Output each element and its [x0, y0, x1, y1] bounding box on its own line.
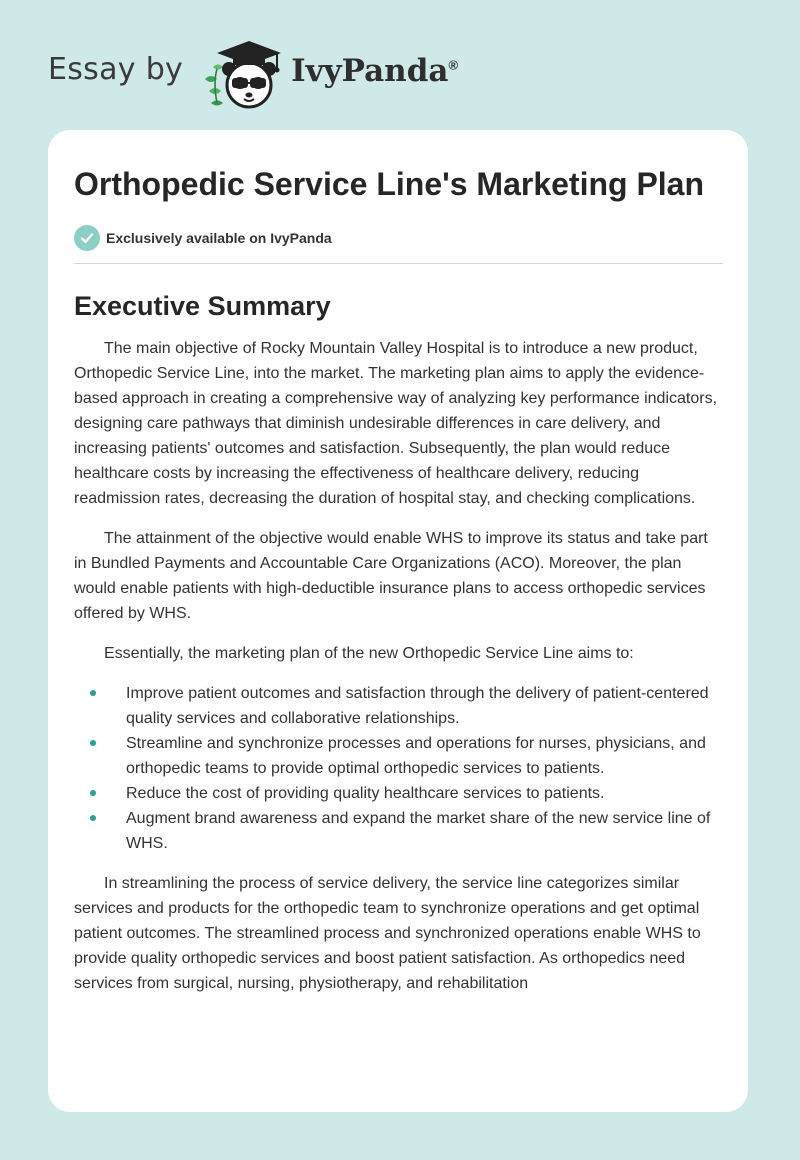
list-item: Improve patient outcomes and satisfaction through the delivery of patient-centered quality services and collaborative relationships. [74, 681, 723, 731]
exclusive-badge [74, 225, 723, 251]
aims-list [74, 681, 723, 856]
list-item: Streamline and synchronize processes and operations for nurses, physicians, and orthopedic teams to provide optimal orthopedic services to patients. [74, 731, 723, 781]
site-header [48, 32, 468, 112]
list-item: Reduce the cost of providing quality healthcare services to patients. [74, 781, 723, 806]
exclusive-label: Exclusively available on IvyPanda [106, 230, 332, 246]
essay-title: Orthopedic Service Line's Marketing Plan [74, 166, 705, 202]
essay-card [48, 130, 748, 1112]
brand-name[interactable]: IvyPanda® [291, 53, 459, 89]
panda-graduate-icon[interactable] [199, 33, 287, 111]
paragraph: The attainment of the objective would enable WHS to improve its status and take part in Bundled Payments and Accountable Care Organizations (ACO). Moreover, the plan would enable patients with high-deductible insurance plans to access orthopedic services offered by WHS. [74, 530, 708, 622]
brand-prefix: Essay by [48, 51, 184, 87]
section-heading: Executive Summary [74, 291, 331, 321]
paragraph: Essentially, the marketing plan of the new Orthopedic Service Line aims to: [104, 645, 634, 662]
divider [74, 263, 723, 264]
essay-content [74, 164, 723, 996]
paragraph: The main objective of Rocky Mountain Valley Hospital is to introduce a new product, Orthopedic Service Line, into the market. The marketing plan aims to apply the evidence-based approach in creating a comprehensive way of analyzing key performance indicators, designing care pathways that diminish undesirable differences in care delivery, and increasing patients' outcomes and satisfaction. Subsequently, the plan would reduce healthcare costs by increasing the effectiveness of healthcare delivery, reducing readmission rates, decreasing the duration of hospital stay, and checking complications. [74, 340, 718, 507]
paragraph: In streamlining the process of service delivery, the service line categorizes similar services and products for the orthopedic team to synchronize operations and get optimal patient outcomes. The streamlined process and synchronized operations enable WHS to provide quality orthopedic services and boost patient satisfaction. As orthopedics need services from surgical, nursing, physiotherapy, and rehabilitation [74, 875, 701, 992]
registered-mark: ® [448, 57, 459, 73]
checkmark-icon [74, 225, 100, 251]
list-item: Augment brand awareness and expand the market share of the new service line of WHS. [74, 806, 723, 856]
